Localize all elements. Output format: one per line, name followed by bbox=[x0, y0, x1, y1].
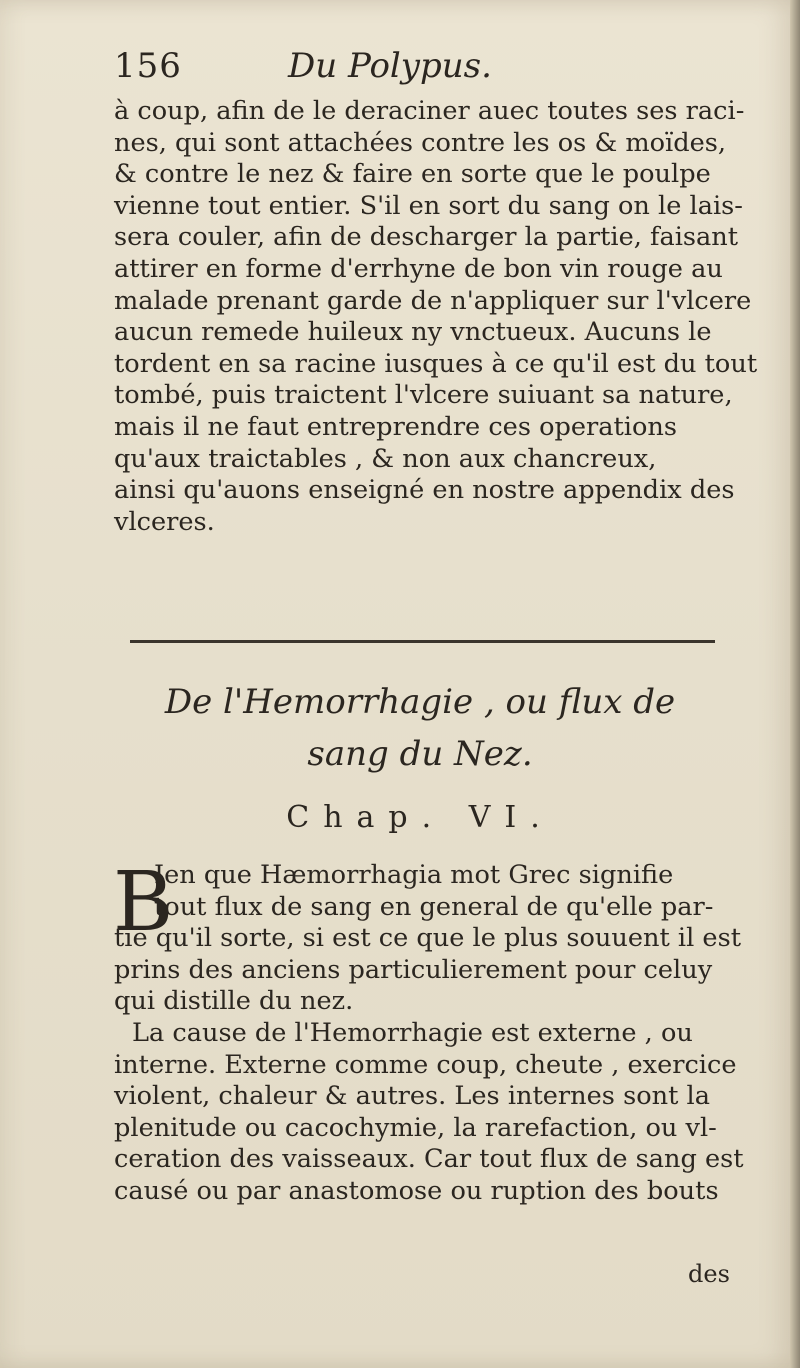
text-line: vienne tout entier. S'il en sort du sang on le lais- bbox=[114, 190, 743, 221]
text-line: ceration des vaisseaux. Car tout flux de sang est bbox=[114, 1144, 744, 1175]
text-line: & contre le nez & faire en sorte que le poulpe bbox=[114, 159, 711, 190]
catchword: des bbox=[688, 1260, 730, 1288]
text-line: tie qu'il sorte, si est ce que le plus souuent il est bbox=[114, 923, 741, 954]
page-edge bbox=[790, 0, 800, 1368]
text-line: tordent en sa racine iusques à ce qu'il est du tout bbox=[114, 348, 758, 379]
body-text-top bbox=[114, 96, 758, 538]
chapter-heading: Chap. VI. bbox=[286, 800, 554, 835]
page-number: 156 bbox=[114, 46, 182, 86]
section-title-line2: sang du Nez. bbox=[307, 734, 533, 774]
body-text-bottom bbox=[113, 855, 744, 1208]
text-line: interne. Externe comme coup, cheute , exercice bbox=[114, 1049, 737, 1080]
running-head: Du Polypus. bbox=[288, 46, 492, 86]
text-line: attirer en forme d'errhyne de bon vin rouge au bbox=[114, 253, 723, 284]
text-line: Ien que Hæmorrhagia mot Grec signifie bbox=[154, 860, 674, 890]
section-title-line1: De l'Hemorrhagie , ou flux de bbox=[164, 682, 676, 722]
text-line: La cause de l'Hemorrhagie est externe , ou bbox=[132, 1017, 693, 1048]
drop-cap: B bbox=[113, 855, 174, 950]
section-title bbox=[120, 676, 720, 780]
page-header bbox=[110, 46, 730, 96]
text-line: tout flux de sang en general de qu'elle par- bbox=[154, 891, 714, 922]
text-line: mais il ne faut entreprendre ces operations bbox=[114, 411, 678, 442]
text-line: malade prenant garde de n'appliquer sur l'vlcere bbox=[114, 285, 752, 316]
text-line: causé ou par anastomose ou ruption des bouts bbox=[114, 1175, 719, 1206]
text-line: violent, chaleur & autres. Les internes sont la bbox=[114, 1081, 710, 1112]
text-line: nes, qui sont attachées contre les os & moïdes, bbox=[114, 127, 727, 158]
text-line: prins des anciens particulierement pour celuy bbox=[114, 954, 713, 985]
text-line: qu'aux traictables , & non aux chancreux, bbox=[114, 443, 657, 474]
section-divider bbox=[130, 640, 715, 643]
text-line: tombé, puis traictent l'vlcere suiuant sa nature, bbox=[114, 380, 733, 411]
text-line: ainsi qu'auons enseigné en nostre appendix des bbox=[114, 475, 735, 506]
text-line: qui distille du nez. bbox=[114, 986, 354, 1017]
text-line: plenitude ou cacochymie, la rarefaction, ou vl- bbox=[114, 1112, 717, 1143]
text-line: à coup, afin de le deraciner auec toutes ses raci- bbox=[114, 96, 745, 126]
text-line: aucun remede huileux ny vnctueux. Aucuns le bbox=[114, 317, 712, 348]
text-line: vlceres. bbox=[114, 506, 215, 537]
text-line: sera couler, afin de descharger la partie, faisant bbox=[114, 222, 739, 253]
